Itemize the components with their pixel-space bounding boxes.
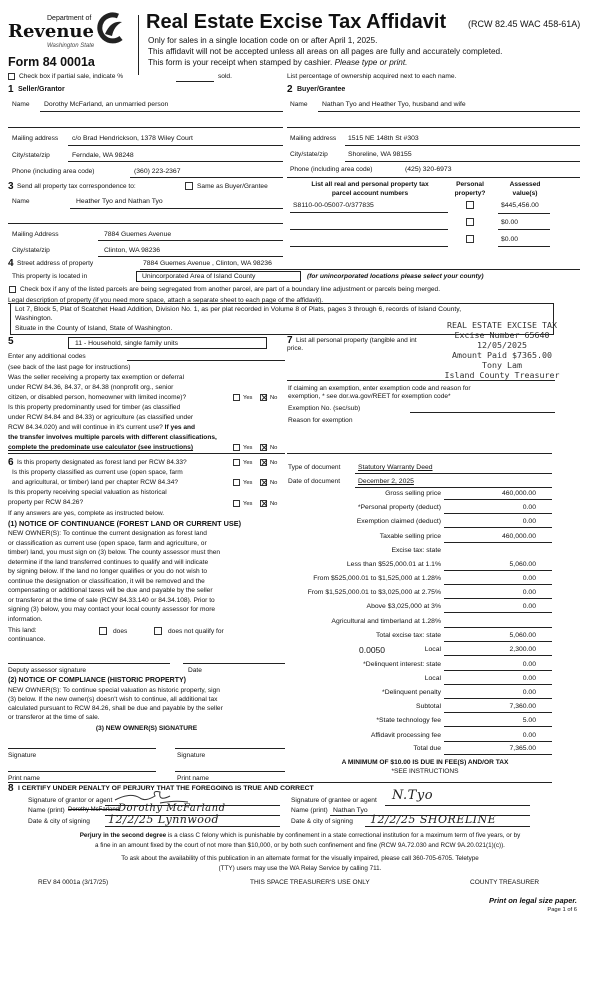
tax-row-underline [444,527,552,528]
doc-date-underline [355,487,552,488]
located-label: This property is located in [12,273,88,280]
seller-phone-field[interactable]: (360) 223-2367 [134,168,181,175]
tax-row-underline [444,612,552,613]
notice2-line: NEW OWNER(S): To continue special valuation as historic property, sign [8,687,220,694]
certify-heading: I CERTIFY UNDER PENALTY OF PERJURY THAT THE FOREGOING IS TRUE AND CORRECT [18,785,314,792]
grantee-signature-line [385,805,530,806]
revenue-logo-icon [96,12,126,44]
partial-sale-checkbox[interactable] [8,73,15,80]
tax-row-underline [444,741,552,742]
form-title-ref: (RCW 82.45 WAC 458-61A) [468,19,581,29]
same-as-buyer-label: Same as Buyer/Grantee [197,183,268,190]
buyer-name-underline [318,111,580,112]
buyer-mailing-underline [345,145,580,146]
buyer-name-field[interactable]: Nathan Tyo and Heather Tyo, husband and wife [322,101,466,108]
exemption-note-2: exemption, * see dor.wa.gov/REET for exemption code* [288,393,451,400]
assessed-value-underline [498,213,550,214]
tax-row-underline [444,542,552,543]
tax-row-label: From $1,525,000.01 to $3,025,000 at 2.75% [307,589,441,596]
notice1-line: timber) land, you must sign on (3) below. The county assessor must then [8,549,221,556]
historic-question-1: Is this property receiving special valuation as historical [8,489,167,496]
section5-line-text: RCW 84.34.020) and will continue in it's current use? [8,424,165,431]
reason-label: Reason for exemption [288,417,353,424]
tax-row-underline [444,598,552,599]
grantee-name-field[interactable]: Nathan Tyo [333,807,368,814]
grantee-date-label: Date & city of signing [291,818,353,825]
certify-number: 8 [8,783,14,794]
tax-row-underline [444,627,552,628]
yes-label: Yes [243,501,253,507]
parcels-header-2: parcel account numbers [331,190,409,197]
tax-row-underline [444,684,552,685]
tax-row-label: Total due [413,745,441,752]
located-value: Unincorporated Area of Island County [142,273,256,280]
stamp-line-1: REAL ESTATE EXCISE TAX [447,320,557,330]
seller-name-label: Name [12,101,30,108]
stamp-treasurer-title: Island County Treasurer [444,370,560,380]
tax-row-value[interactable]: 0.00 [522,689,536,696]
notice2-title: (2) NOTICE OF COMPLIANCE (HISTORIC PROPERTY) [8,677,186,684]
correspondence-mailing-underline [98,240,283,241]
section5-line: the transfer involves multiple parcels with different classifications, [8,434,217,441]
notice2-line: (3) below. If the new owner(s) doesn't wish to continue, all additional tax [8,696,218,703]
correspondence-name-line2 [8,223,283,224]
assessed-value-underline [498,229,550,230]
tax-row-value[interactable]: 0.00 [522,603,536,610]
seller-heading: Seller/Grantor [18,86,65,93]
tax-row-label: *Personal property (deduct) [357,504,441,511]
tax-row-value[interactable]: 460,000.00 [501,533,536,540]
logo-name: Revenue [8,21,94,42]
seller-phone-label: Phone (including area code) [12,168,95,175]
perjury-text: is a class C felony which is punishable by confinement in a state correctional institution for a maximum term of five years, or by [166,832,521,839]
tax-row-value[interactable]: 5,060.00 [509,561,536,568]
yes-label: Yes [243,445,253,451]
header-note-3 [148,58,407,67]
correspondence-label: Send all property tax correspondence to: [17,183,136,190]
tax-row-underline [444,670,552,671]
tax-row-underline [444,754,552,755]
notice1-line: determine if the land transferred continues to qualify and will indicate [8,559,209,566]
tax-row-underline [444,499,552,500]
timber-yes-checkbox[interactable] [233,444,240,451]
correspondence-name-label: Name [12,198,30,205]
section5-line: (see back of the last page for instructions) [8,364,131,371]
tax-row-value[interactable]: 0.00 [522,504,536,511]
grantor-signature-label: Signature of grantor or agent [28,797,113,804]
doc-date-label: Date of document [288,478,341,485]
legal-line-2: Washington. [15,315,53,322]
seller-section-number: 1 [8,84,14,95]
assessed-value-field[interactable]: $445,456.00 [501,202,539,209]
notice1-line: continue the designation or classification, it will be removed and the [8,578,205,585]
header-note-3-text: This form is your receipt when stamped by cashier. [148,58,335,67]
current-use-yes-checkbox[interactable] [233,479,240,486]
buyer-mailing-label: Mailing address [290,135,337,142]
tax-row-underline [444,641,552,642]
notice1-line: signing (3) below, you may contact your local county assessor for more [8,606,216,613]
assessed-value-header-2: value(s) [512,190,538,197]
legal-line-3: Situate in the County of Island, State of Washington. [15,325,173,332]
parcel-underline [290,229,448,230]
does-label: does [113,628,128,635]
legal-line-1: Lot 7, Block 5, Plat of Scatchet Head Addition, Division No. 1, as per plat recorded in Volume 8 of Plats, pages 3 through 6, records of Island County, [15,306,462,313]
seller-name-field[interactable]: Dorothy McFarland, an unmarried person [44,101,169,108]
tax-row-label: Subtotal [416,703,441,710]
logo-dept: Department of [47,15,92,22]
tax-row-value[interactable]: 7,360.00 [509,703,536,710]
notice1-line: or transferor at the time of sale (RCW 84.33.140 or 84.34.108). Prior to [8,597,215,604]
section7-label: List all personal property (tangible and int [296,337,417,344]
section5-divider [8,453,285,454]
tax-row-value[interactable]: 460,000.00 [501,490,536,497]
buyer-phone-underline [287,177,580,178]
this-land-label: This land: [8,627,37,634]
personal-property-header-2: property? [454,190,486,197]
grantee-signature-handwritten[interactable]: N.Tyo [392,788,434,803]
grantee-date-line [365,826,530,827]
deputy-signature-label: Deputy assessor signature [8,667,87,674]
correspondence-mailing-field[interactable]: 7884 Guemes Avenue [104,231,172,238]
personal-property-checkbox[interactable] [466,201,474,209]
header-note-2: This affidavit will not be accepted unless all areas on all pages are fully and accurately completed. [148,47,503,56]
stamp-amount-paid: Amount Paid $7365.00 [452,350,552,360]
buyer-name-label: Name [290,101,308,108]
buyer-mailing-field[interactable]: 1515 NE 148th St #303 [348,135,419,142]
owner-print-line-1[interactable] [8,771,156,772]
forest-no-checkbox[interactable] [260,459,267,466]
owner-print-line-2[interactable] [175,771,285,772]
located-select[interactable] [136,271,301,282]
correspondence-number: 3 [8,181,14,192]
doc-date-field[interactable]: December 2, 2025 [358,478,414,485]
seller-name-underline [40,111,283,112]
header-divider [138,15,139,75]
tax-row-label: From $525,000.01 to $1,525,000 at 1.28% [313,575,441,582]
tax-row-underline [444,712,552,713]
tax-row-label: *State technology fee [376,717,441,724]
tax-row-label: Gross selling price [385,490,441,497]
correspondence-city-field[interactable]: Clinton, WA 98236 [104,247,161,254]
personal-property-header-1: Personal [456,181,484,188]
property-number: 4 [8,258,14,269]
street-label: Street address of property [17,260,94,267]
certify-divider [8,782,552,783]
assessed-value-header-1: Assessed [509,181,541,188]
historic-question-2: property per RCW 84.26? [8,499,84,506]
no-label: No [270,501,278,507]
yes-label: Yes [243,395,253,401]
header-note-italic: Please type or print. [334,58,408,67]
tax-row-underline [444,570,552,571]
section5-number: 5 [8,336,14,347]
partial-sale-label: Check box if partial sale, indicate % [19,73,124,80]
print-name-label: Print name [177,775,209,782]
see-instructions: *SEE INSTRUCTIONS [391,768,459,775]
tax-row-label: Taxable selling price [379,533,441,540]
accessibility-line-1: To ask about the availability of this publication in an alternate format for the visually impaired, please call 360-705-6705. Teletype [121,855,479,862]
section5-line [8,424,195,431]
no-label: No [270,460,278,466]
seller-mailing-label: Mailing address [12,135,59,142]
section5-line: under RCW 84.84 and 84.33) or agriculture (as classified under [8,414,194,421]
does-not-qualify-checkbox[interactable] [154,627,162,635]
county-treasurer: COUNTY TREASURER [470,879,540,886]
grantee-name-label: Name (print) [291,807,328,814]
page-number: Page 1 of 6 [547,907,577,913]
section7-number: 7 [287,335,293,346]
same-as-buyer-checkbox[interactable] [185,182,193,190]
buyer-phone-label: Phone (including area code) [290,166,373,173]
form-revision: REV 84 0001a (3/17/25) [38,879,109,886]
owner-signature-line-1[interactable] [8,748,156,749]
legal-description-label: Legal description of property (if you need more space, attach a separate sheet to each page of the affidavit). [8,297,324,304]
section7-divider [287,380,555,381]
minimum-note: A MINIMUM OF $10.00 IS DUE IN FEE(S) AND/OR TAX [341,759,509,766]
form-number: Form 84 0001a [8,55,95,69]
ownership-note: List percentage of ownership acquired next to each name. [287,73,457,80]
forest-land-question: Is this property designated as forest land per RCW 84.33? [17,459,187,466]
seller-mailing-underline [68,145,283,146]
logo-state: Washington State [47,43,95,49]
seller-name-line2 [8,127,283,128]
grantor-name-label: Name (print) [28,807,65,814]
buyer-city-label: City/state/zip [290,151,328,158]
tax-row-value[interactable]: 0.00 [522,661,536,668]
current-use-question-1: Is this property classified as current use (open space, farm [12,469,183,476]
correspondence-city-underline [98,256,283,257]
section5-line: Is this property predominantly used for timber (as classified [8,404,181,411]
seller-city-underline [68,161,283,162]
continuance-label: continuance. [8,636,46,643]
current-use-no-checkbox[interactable] [260,479,267,486]
tax-row-label: Excise tax: state [391,547,441,554]
tax-row-value[interactable]: 0.00 [522,518,536,525]
local-rate: 0.0050 [359,645,385,655]
treasurer-use-only: THIS SPACE TREASURER'S USE ONLY [250,879,370,886]
notice2-line: calculated pursuant to RCW 84.26, shall be due and payable by the seller [8,705,223,712]
yes-label: Yes [243,460,253,466]
tax-row-underline [444,584,552,585]
notice1-title: (1) NOTICE OF CONTINUANCE (FOREST LAND OR CURRENT USE) [8,519,242,528]
section5-line: complete the predominate use calculator (see instructions) [8,444,194,451]
yes-label: Yes [243,480,253,486]
parcels-header-1: List all real and personal property tax [311,181,429,188]
stamp-excise-number: Excise Number 65640 [454,330,550,340]
parcel-underline [290,246,448,247]
tax-row-underline [444,726,552,727]
additional-codes-input[interactable] [127,360,285,361]
doc-type-label: Type of document [288,464,341,471]
buyer-city-field[interactable]: Shoreline, WA 98155 [348,151,412,158]
tax-row-underline [444,513,552,514]
tax-row-label: *Delinquent penalty [382,689,441,696]
buyer-phone-field[interactable]: (425) 320-6973 [405,166,452,173]
seller-mailing-field[interactable]: c/o Brad Hendrickson, 1378 Wiley Court [72,135,193,142]
personal-property-checkbox[interactable] [466,218,474,226]
seller-city-field[interactable]: Ferndale, WA 98248 [72,152,134,159]
tax-row-label: Total excise tax: state [376,632,441,639]
signature-label: Signature [8,752,37,759]
notice3-title: (3) NEW OWNER(S) SIGNATURE [95,725,198,732]
stamp-date: 12/05/2025 [477,340,527,350]
personal-property-checkbox[interactable] [466,235,474,243]
assessed-value-field[interactable]: $0.00 [501,219,519,226]
notice1-line: or classification as current use (open space, farm and agriculture, or [8,540,207,547]
tax-row-value[interactable]: 5.00 [522,717,536,724]
perjury-bold: Perjury in the second degree [79,832,167,839]
buyer-heading: Buyer/Grantee [297,86,346,93]
grantor-name-printed: Dorothy McFarland [68,807,120,813]
tax-divider [287,453,552,454]
does-not-label: does not qualify for [168,628,224,635]
forest-yes-checkbox[interactable] [233,459,240,466]
section7-label-2: price. [287,345,304,352]
grantor-name-handwritten[interactable]: Dorothy McFarland [118,803,226,814]
seller-city-label: City/state/zip [12,152,50,159]
exemption-yes-checkbox[interactable] [233,394,240,401]
form-title: Real Estate Excise Tax Affidavit [146,11,447,33]
correspondence-city-label: City/state/zip [12,247,50,254]
exemption-note-1: If claiming an exemption, enter exemption code and reason for [288,385,471,392]
notice1-line: compensating or additional taxes will be due and payable by the seller [8,587,213,594]
tax-row-label: Less than $525,000.01 at 1.1% [346,561,441,568]
does-qualify-checkbox[interactable] [99,627,107,635]
tax-row-label: Exemption claimed (deduct) [356,518,441,525]
street-field[interactable]: 7884 Guemes Avenue , Clinton, WA 98236 [143,260,272,267]
print-name-label: Print name [8,775,40,782]
segregated-checkbox[interactable] [9,286,16,293]
perjury-line-1 [8,833,592,840]
doc-type-field[interactable]: Statutory Warranty Deed [358,464,433,471]
tax-row-value[interactable]: 0.00 [522,575,536,582]
tax-row-value[interactable]: 0.00 [522,675,536,682]
partial-sale-sold: sold. [218,73,232,80]
buyer-city-underline [345,161,580,162]
tax-row-label: Above $3,025,000 at 3% [366,603,441,610]
use-code-value: 11 - Household, single family units [75,340,179,347]
grantee-signature-label: Signature of grantee or agent [291,797,377,804]
perjury-line-2: a fine in an amount fixed by the court of not more than $10,000, or by both such confinement and fine (RCW 9A.72.030 and RCW 9A.20.021(1)(c)). [95,842,505,849]
tax-row-value[interactable]: 0.00 [522,589,536,596]
grantor-date-line [105,826,280,827]
correspondence-name-field[interactable]: Heather Tyo and Nathan Tyo [76,198,163,205]
grantor-date-label: Date & city of signing [28,818,90,825]
assessed-value-field[interactable]: $0.00 [501,236,519,243]
tax-row-label: *Delinquent interest: state [363,661,441,668]
section6-number: 6 [8,457,14,468]
no-label: No [270,445,278,451]
tax-row-label: Local [424,675,441,682]
header-note-1: Only for sales in a single location code on or after April 1, 2025. [148,36,378,45]
current-use-question-2: and agricultural, or timber) land per chapter RCW 84.34? [12,479,179,486]
correspondence-name-underline [70,208,283,209]
notice1-line: information. [8,616,43,623]
deputy-date-label: Date [188,667,202,674]
tax-row-label: Local [424,646,441,653]
section5-line: Was the seller receiving a property tax exemption or deferral [8,374,185,381]
grantor-date-handwritten[interactable]: 12/2/25 Lynnwood [108,813,220,826]
tax-row-underline [444,655,552,656]
partial-sale-percent-input[interactable] [176,81,214,82]
tax-row-underline [444,698,552,699]
buyer-name-line2 [287,127,580,128]
tax-row-value[interactable]: 7,365.00 [509,745,536,752]
exemption-no-input[interactable] [410,412,555,413]
additional-codes-label: Enter any additional codes [8,353,86,360]
notice1-line: NEW OWNER(S): To continue the current designation as forest land [8,530,207,537]
tax-row-label: Agricultural and timberland at 1.28% [331,618,441,625]
correspondence-mailing-label: Mailing Address [12,231,59,238]
tax-row-value[interactable]: 5,060.00 [509,632,536,639]
no-label: No [270,480,278,486]
notice2-line: or transferor at the time of sale. [8,714,100,721]
parcel-underline [290,212,448,213]
accessibility-line-2: (TTY) users may use the WA Relay Service by calling 711. [218,865,382,872]
print-legal-note: Print on legal size paper. [489,896,577,905]
signature-label: Signature [177,752,206,759]
section5-line: under RCW 84.36, 84.37, or 84.38 (nonprofit org., senior [8,384,174,391]
section5-bold-tail: If yes and [164,424,196,431]
parcel-number-field[interactable]: S8110-00-05007-0/377835 [293,202,374,209]
assessed-value-underline [498,246,550,247]
if-any-note: If any answers are yes, complete as instructed below. [8,510,165,517]
exemption-no-label: Exemption No. (sec/sub) [288,405,361,412]
section5-line: citizen, or disabled person, homeowner with limited income)? [8,394,187,401]
grantee-date-handwritten[interactable]: 12/2/25 SHORELINE [370,813,497,826]
notice1-line: by signing below. If the land no longer qualifies or you do not wish to [8,568,208,575]
timber-no-checkbox[interactable] [260,444,267,451]
use-code-select[interactable] [68,337,267,349]
deputy-signature-line[interactable] [8,663,170,664]
buyer-section-number: 2 [287,84,293,95]
seller-phone-underline [130,177,283,178]
street-underline [140,269,580,270]
no-label: No [270,395,278,401]
segregated-label: Check box if any of the listed parcels are being segregated from another parcel, are part of a boundary line adjustment or parcels being merged. [20,286,441,293]
tax-row-value[interactable]: 2,300.00 [509,646,536,653]
tax-row-label: Affidavit processing fee [370,732,441,739]
stamp-treasurer-name: Tony Lam [482,360,522,370]
tax-row-value[interactable]: 0.00 [522,732,536,739]
doc-type-underline [355,473,552,474]
exemption-no-checkbox[interactable] [260,394,267,401]
located-note: (for unincorporated locations please select your county) [307,273,484,280]
